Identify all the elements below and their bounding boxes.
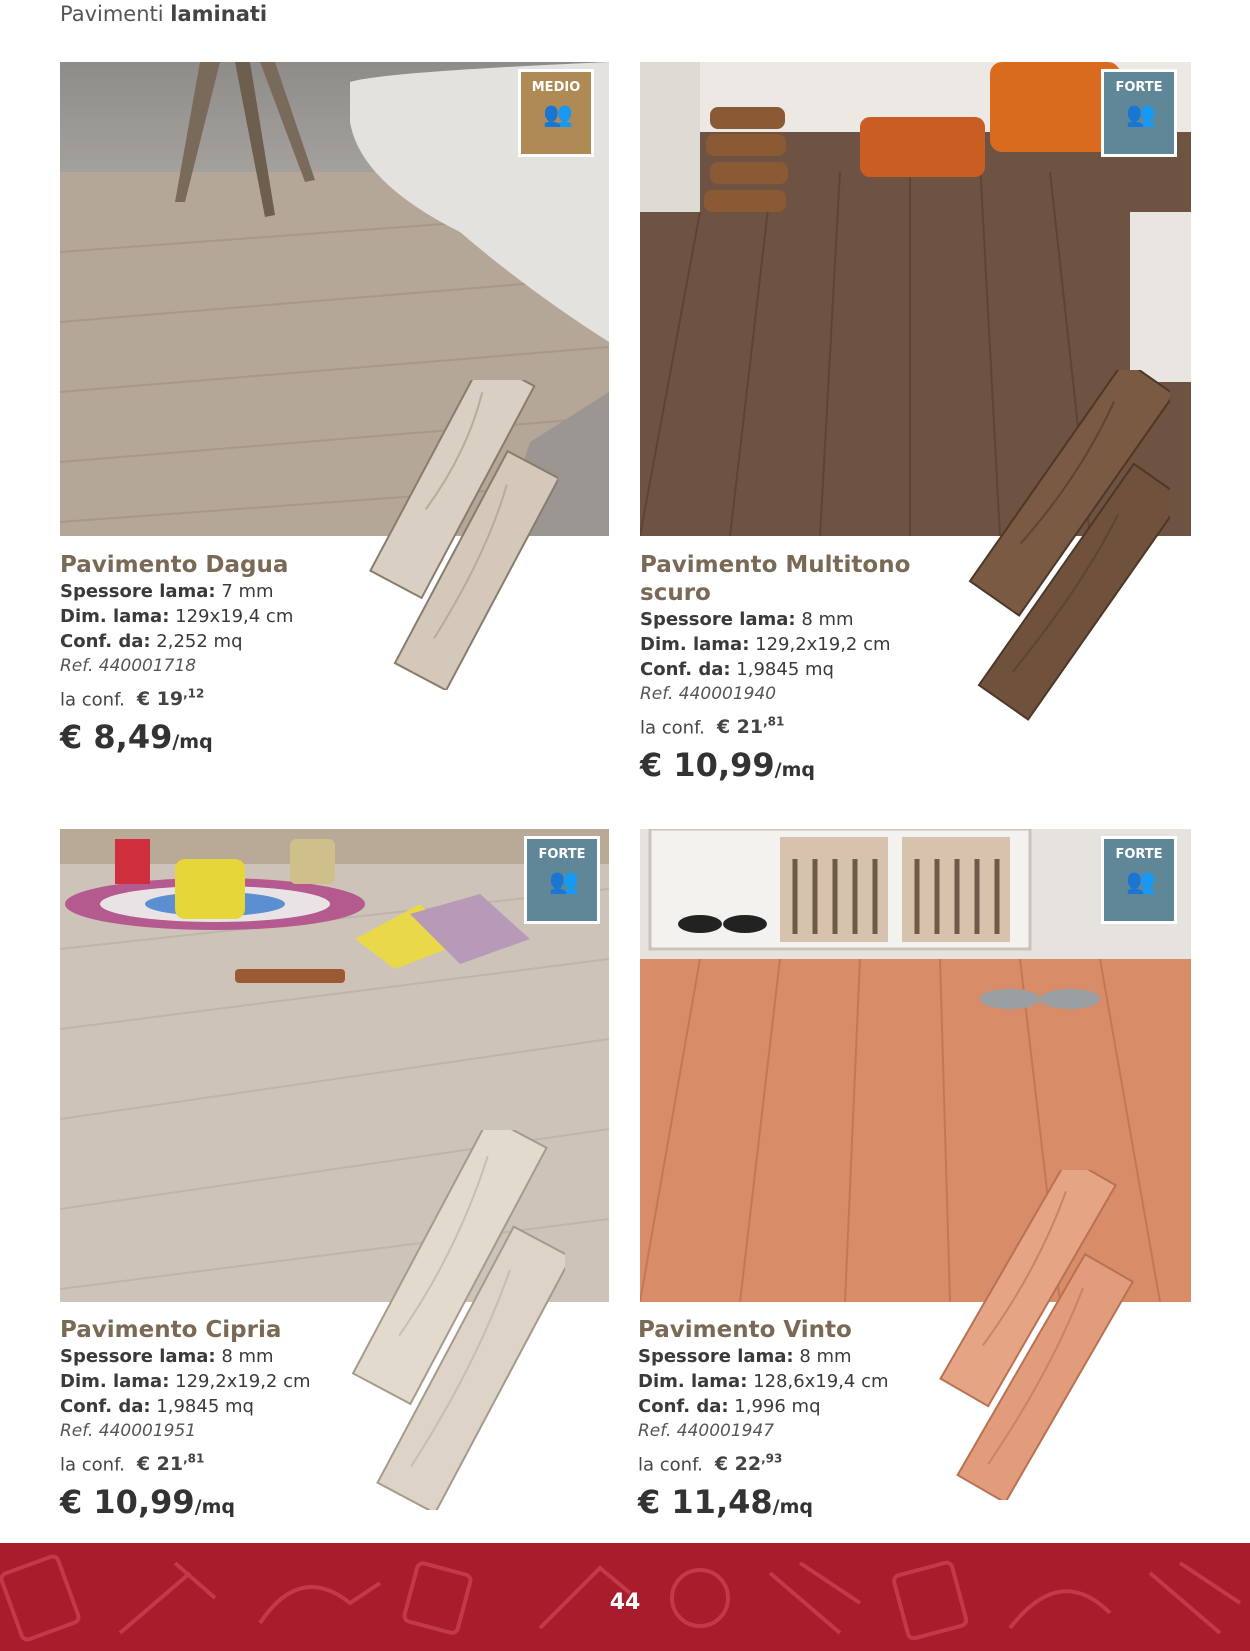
price-per-mq: € 10,99/mq <box>640 746 815 785</box>
product-title: Pavimento Vinto <box>638 1317 852 1343</box>
price-per-mq: € 11,48/mq <box>638 1483 813 1522</box>
people-icon: 👥 <box>549 867 575 895</box>
page-header <box>60 2 267 26</box>
people-icon: 👥 <box>543 100 569 128</box>
badge-label: FORTE <box>1115 847 1163 862</box>
plank-sample-multitono <box>960 370 1170 730</box>
spec-spessore: Spessore lama: 8 mm <box>60 1346 274 1367</box>
badge-label: FORTE <box>1115 80 1163 95</box>
product-info-multitono <box>640 551 970 792</box>
spec-spessore: Spessore lama: 8 mm <box>638 1346 852 1367</box>
product-info-cipria <box>60 1316 390 1529</box>
spec-conf: Conf. da: 1,9845 mq <box>640 659 834 680</box>
spec-dim: Dim. lama: 129,2x19,2 cm <box>640 634 891 655</box>
spec-dim: Dim. lama: 129,2x19,2 cm <box>60 1371 311 1392</box>
people-icon: 👥 <box>1126 100 1152 128</box>
plank-sample-dagua <box>368 380 558 690</box>
page-number: 44 <box>609 1590 641 1615</box>
conf-price: la conf. € $19^{,12}$ <box>60 687 205 711</box>
product-info-vinto <box>638 1316 968 1529</box>
people-icon: 👥 <box>1126 867 1152 895</box>
spec-dim: Dim. lama: 128,6x19,4 cm <box>638 1371 889 1392</box>
conf-price: la conf. € $22^{,93}$ <box>638 1452 783 1476</box>
product-ref: Ref. 440001940 <box>640 684 777 704</box>
product-ref: Ref. 440001718 <box>60 656 197 676</box>
spec-conf: Conf. da: 1,996 mq <box>638 1396 821 1417</box>
strength-badge-cipria <box>524 836 600 924</box>
section-label-bold: laminati <box>170 2 268 26</box>
product-info-dagua <box>60 551 390 764</box>
price-per-mq: € 10,99/mq <box>60 1483 235 1522</box>
product-ref: Ref. 440001947 <box>638 1421 775 1441</box>
product-title: Pavimento Dagua <box>60 552 289 578</box>
product-title: Pavimento Multitono <box>640 552 911 578</box>
product-title: Pavimento Cipria <box>60 1317 282 1343</box>
product-ref: Ref. 440001951 <box>60 1421 197 1441</box>
strength-badge-multitono <box>1101 69 1177 157</box>
section-label: Pavimenti <box>60 2 164 26</box>
conf-price: la conf. € $21^{,81}$ <box>60 1452 205 1476</box>
conf-price: la conf. € $21^{,81}$ <box>640 715 785 739</box>
badge-label: FORTE <box>538 847 586 862</box>
product-title-line2: scuro <box>640 580 711 606</box>
strength-badge-vinto <box>1101 836 1177 924</box>
spec-spessore: Spessore lama: 8 mm <box>640 609 854 630</box>
spec-dim: Dim. lama: 129x19,4 cm <box>60 606 294 627</box>
badge-label: MEDIO <box>531 80 581 95</box>
price-per-mq: € 8,49/mq <box>60 718 213 757</box>
strength-badge-dagua <box>518 69 594 157</box>
spec-spessore: Spessore lama: 7 mm <box>60 581 274 602</box>
spec-conf: Conf. da: 1,9845 mq <box>60 1396 254 1417</box>
spec-conf: Conf. da: 2,252 mq <box>60 631 243 652</box>
